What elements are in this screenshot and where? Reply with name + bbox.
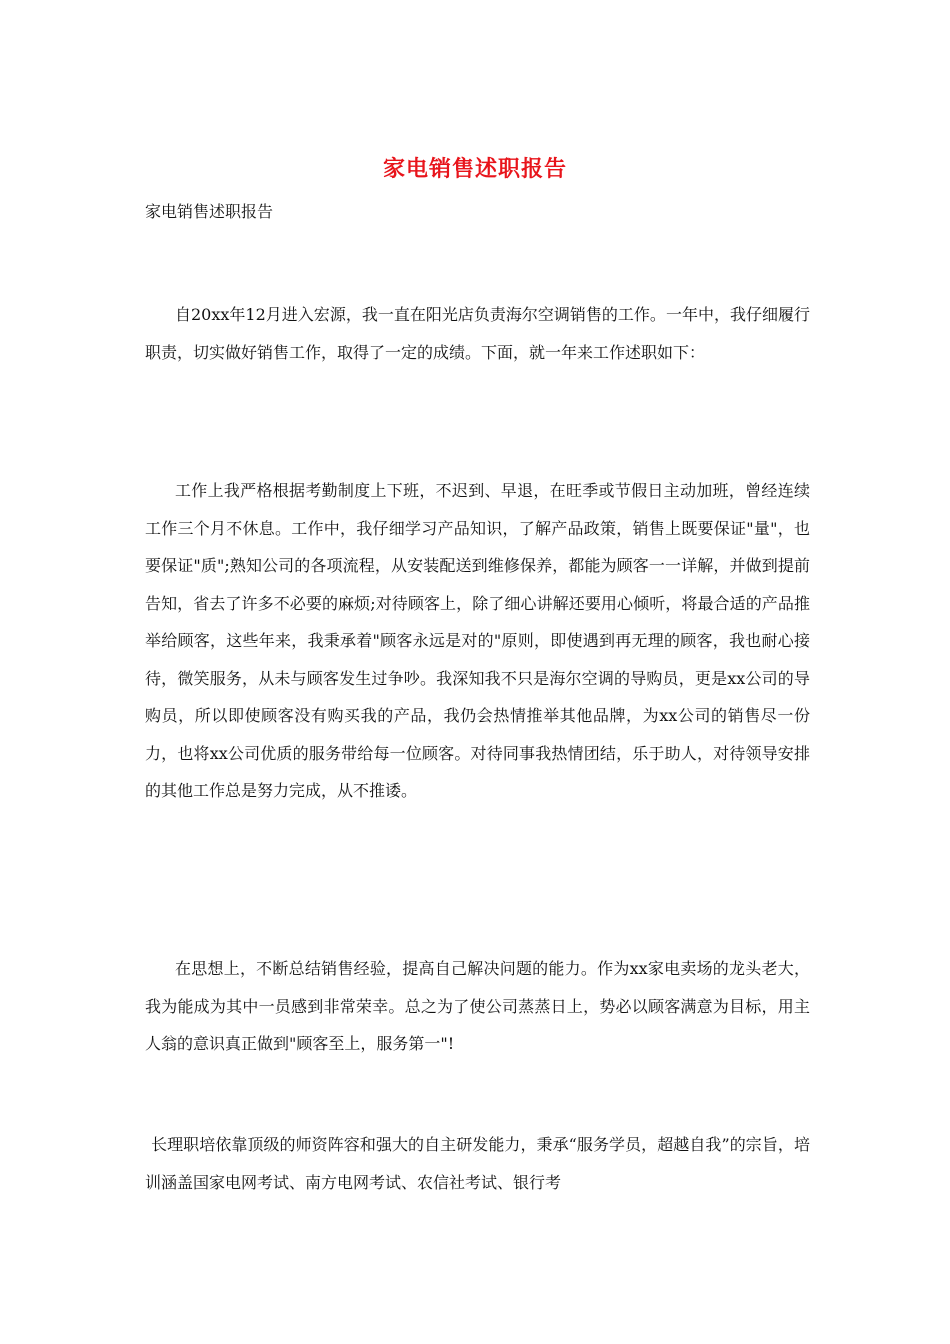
paragraph-intro: 自20xx年12月进入宏源，我一直在阳光店负责海尔空调销售的工作。一年中，我仔细履行职责，切实做好销售工作，取得了一定的成绩。下面，就一年来工作述职如下： <box>145 305 810 362</box>
document-title: 家电销售述职报告 <box>382 156 567 182</box>
paragraph-training: 长理职培依靠顶级的师资阵容和强大的自主研发能力，秉承“服务学员，超越自我”的宗旨，培训涵盖国家电网考试、南方电网考试、农信社考试、银行考 <box>145 1135 810 1192</box>
paragraph-work: 工作上我严格根据考勤制度上下班，不迟到、早退，在旺季或节假日主动加班，曾经连续工作三个月不休息。工作中，我仔细学习产品知识，了解产品政策，销售上既要保证"量"，也要保证"质";熟知公司的各项流程，从安装配送到维修保养，都能为顾客一一详解，并做到提前告知，省去了许多不必要的麻烦;对待顾客上，除了细心讲解还要用心倾听，将最合适的产品推举给顾客，这些年来，我秉承着"顾客永远是对的"原则，即使遇到再无理的顾客，我也耐心接待，微笑服务，从未与顾客发生过争吵。我深知我不只是海尔空调的导购员，更是xx公司的导购员，所以即使顾客没有购买我的产品，我仍会热情推举其他品牌，为xx公司的销售尽一份力，也将xx公司优质的服务带给每一位顾客。对待同事我热情团结，乐于助人，对待领导安排的其他工作总是努力完成，从不推诿。 <box>145 481 810 800</box>
document-subtitle: 家电销售述职报告 <box>145 202 274 221</box>
paragraph-thinking: 在思想上，不断总结销售经验，提高自己解决问题的能力。作为xx家电卖场的龙头老大，我为能成为其中一员感到非常荣幸。总之为了使公司蒸蒸日上，势必以顾客满意为目标，用主人翁的意识真正做到"顾客至上，服务第一"! <box>145 959 810 1053</box>
